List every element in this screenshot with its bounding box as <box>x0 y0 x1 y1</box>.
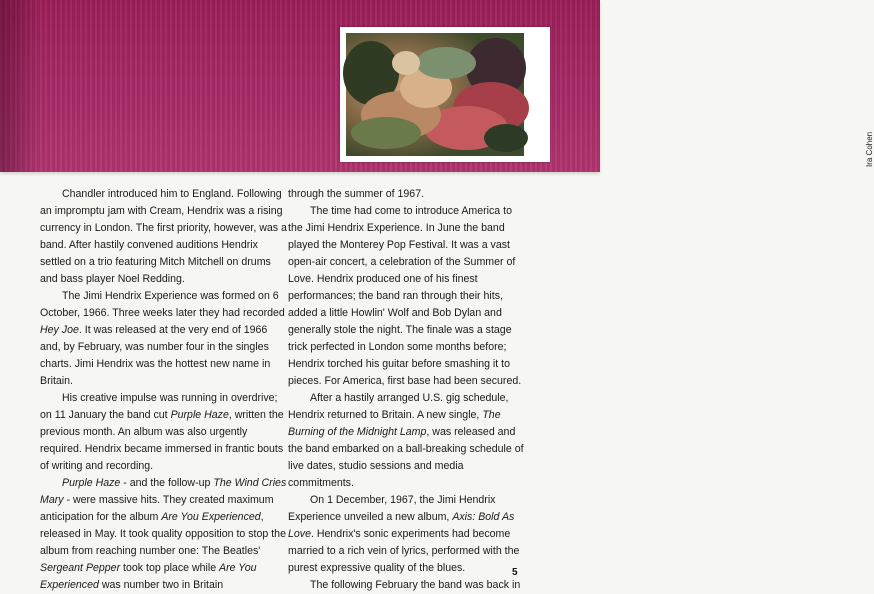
album-title: Are You Experienced <box>161 511 261 523</box>
song-title: Hey Joe <box>40 324 79 336</box>
paragraph <box>40 288 288 390</box>
text-run: , released in May. It took quality opposition to stop the album from reaching number one: The Beatles' <box>40 511 286 557</box>
paragraph: The following February the band was back in <box>310 579 521 591</box>
text-column-left <box>40 186 288 594</box>
text-column-right <box>288 186 528 594</box>
paragraph: Chandler introduced him to England. Following an impromptu jam with Cream, Hendrix was a rising currency in London. The first priority, however, was a band. After hastily convened auditions Hendrix settled on a trio featuring Mitch Mitchell on drums and bass player Noel Redding. <box>40 188 287 285</box>
paragraph <box>288 492 528 577</box>
text-run: On 1 December, 1967, the Jimi Hendrix Experience unveiled a new album, <box>288 494 496 523</box>
text-run: , written the previous month. An album was also urgently required. Hendrix became immersed in frantic bouts of writing and recording. <box>40 409 284 472</box>
song-title: Purple Haze <box>170 409 229 421</box>
text-run: His creative impulse was running in overdrive; on 11 January the band cut <box>40 392 278 421</box>
paragraph <box>288 390 528 492</box>
text-run: - and the follow-up <box>120 477 214 489</box>
text-run: took top place while <box>120 562 220 574</box>
paragraph <box>40 390 288 475</box>
paragraph-continuation: through the summer of 1967. <box>288 188 425 200</box>
paragraph: The time had come to introduce America to the Jimi Hendrix Experience. In June the band played the Monterey Pop Festival. It was a vast open-air concert, a celebration of the Summer of Love. Hendrix produced one of his finest performances; the band ran through their hits, added a little Howlin' Wolf and Bob Dylan and generally stole the night. The finale was a stage trick perfected in London some months before; Hendrix torched his guitar before smashing it to pieces. For America, first base had been secured. <box>288 205 522 387</box>
text-run: was number two in Britain <box>98 579 224 591</box>
paragraph <box>40 475 288 594</box>
text-run: The Jimi Hendrix Experience was formed on 6 October, 1966. Three weeks later they had recorded <box>40 290 285 319</box>
album-title: Are You Experienced <box>40 562 257 591</box>
text-run: After a hastily arranged U.S. gig schedule, Hendrix returned to Britain. A new single, <box>288 392 509 421</box>
text-run: , was released and the band embarked on a ball-breaking schedule of live dates, studio sessions and media commitments. <box>288 426 524 489</box>
photo-image <box>346 33 524 156</box>
text-run: . It was released at the very end of 1966 and, by February, was number four in the singles charts. Jimi Hendrix was the hottest new name in Britain. <box>40 324 271 387</box>
band-photo <box>340 27 874 167</box>
song-title: Purple Haze <box>62 477 121 489</box>
text-run: - were massive hits. They created maximum anticipation for the album <box>40 494 274 523</box>
song-title: The Burning of the Midnight Lamp <box>288 409 501 438</box>
album-title: Axis: Bold As Love <box>288 511 515 540</box>
song-title: The Wind Cries Mary <box>40 477 287 506</box>
text-run: . Hendrix's sonic experiments had become married to a rich vein of lyrics, performed with the purest expressive quality of the blues. <box>288 528 520 574</box>
album-title: Sergeant Pepper <box>40 562 121 574</box>
page-number: 5 <box>512 567 518 578</box>
photo-credit: Ira Cohen <box>865 131 874 167</box>
banner-shadow <box>0 0 40 172</box>
